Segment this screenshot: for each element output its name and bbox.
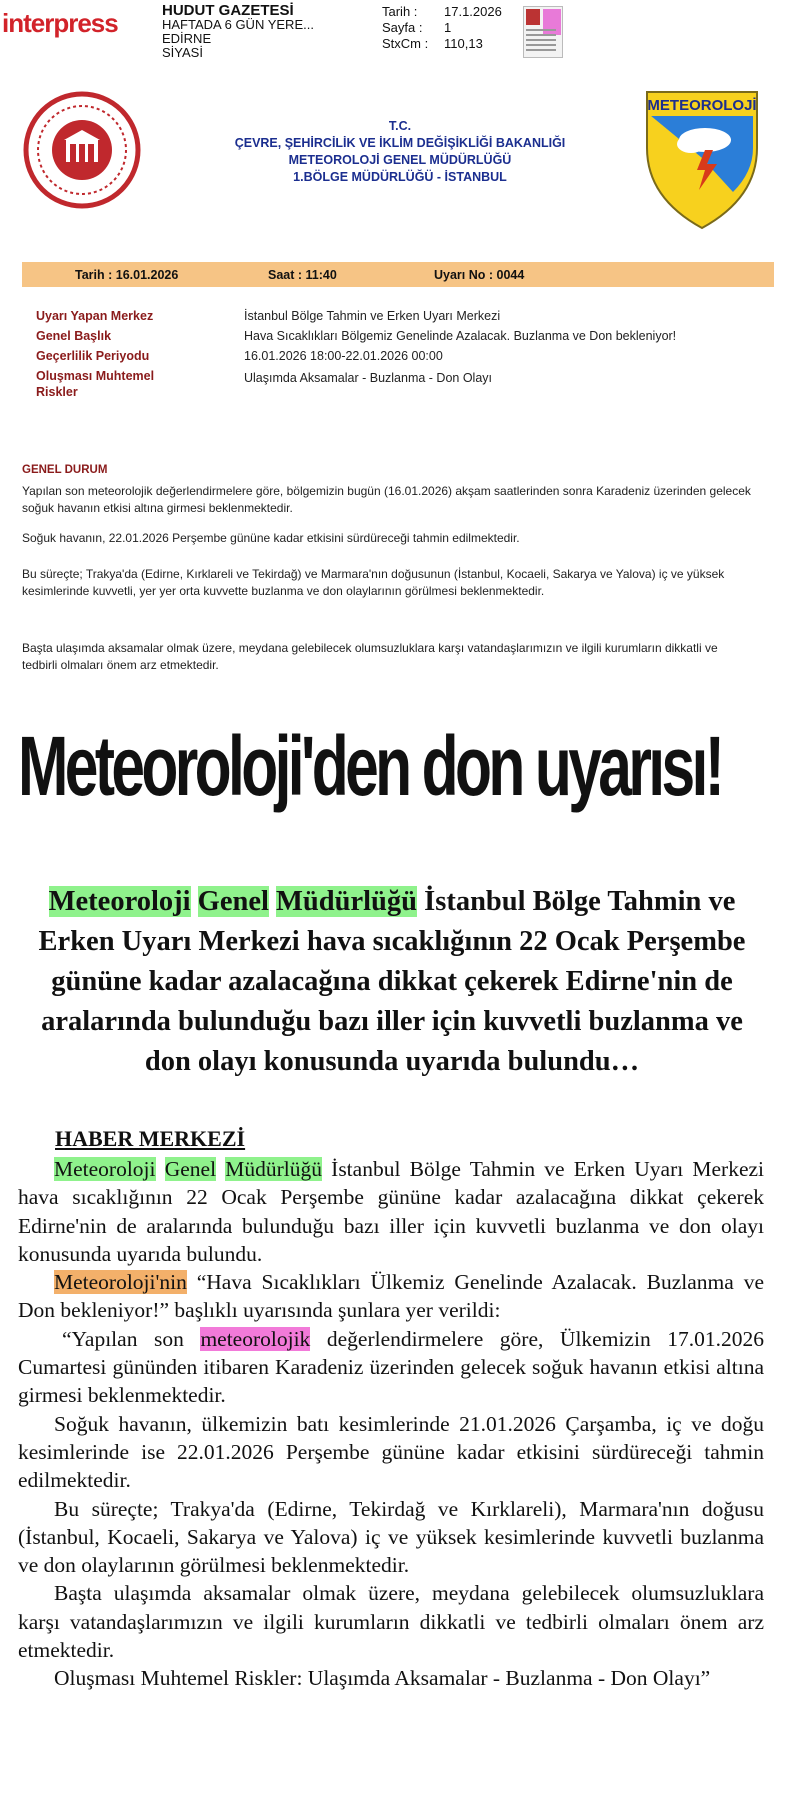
lead-text: İstanbul Bölge Tahmin ve Erken Uyarı Merkezi hava sıcaklığının 22 Ocak Perşembe gününe kadar azalacağına dikkat çekerek Edirne'nin de aralarında bulunduğu bazı iller için kuvvetli buzlanma ve don olayı konusunda uyarıda bulundu… (38, 886, 746, 1077)
warning-number: Uyarı No : 0044 (434, 267, 525, 282)
genel-durum-paragraph: Bu süreçte; Trakya'da (Edirne, Kırklareli ve Tekirdağ) ve Marmara'nın doğusunun (İstanbul, Kocaeli, Sakarya ve Yalova) iç ve yüksek kesimlerinde kuvvetli, yer yer orta kuvvette buzlanma ve don olaylarının görülmesi beklenmektedir. (22, 567, 725, 598)
interpress-logo: interpress (2, 8, 118, 38)
info-value: İstanbul Bölge Tahmin ve Erken Uyarı Merkezi (244, 309, 501, 323)
publication-city: EDİRNE (162, 31, 212, 46)
highlight-term: Meteoroloji'nin (54, 1270, 187, 1295)
paragraph-text: değerlendirmelere göre, Ülkemizin 17.01.2026 Cumartesi gününden itibaren Karadeniz üzerinden gelecek soğuk havanın etkisi altına girmesi beklenmektedir. (18, 1326, 764, 1408)
ministry-seal-icon (22, 90, 142, 210)
publication-info (162, 4, 314, 60)
body-paragraph (18, 1155, 764, 1268)
meta-value: 1 (444, 20, 452, 35)
paragraph-text: İstanbul Bölge Tahmin ve Erken Uyarı Merkezi hava sıcaklığının 22 Ocak Perşembe gününe kadar azalacağına dikkat çekerek Edirne'nin de aralarında bulunduğu bazı iller için kuvvetli buzlanma ve don olayı konusunda uyarıda bulundu. (18, 1157, 765, 1266)
genel-durum-paragraph: Yapılan son meteorolojik değerlendirmelere göre, bölgemizin bugün (16.01.2026) akşam saatlerinden sonra Karadeniz üzerinden gelecek soğuk havanın etkisi altına girmesi beklenmektedir. (22, 484, 751, 515)
meteoroloji-logo-text: METEOROLOJİ (647, 97, 757, 114)
article-body (18, 1155, 764, 1693)
meta-row-date (382, 4, 502, 20)
bulletin-heading (160, 118, 640, 186)
info-value: Hava Sıcaklıkları Bölgemiz Genelinde Azalacak. Buzlanma ve Don bekleniyor! (244, 329, 677, 343)
genel-durum-paragraph: Soğuk havanın, 22.01.2026 Perşembe gününe kadar etkisini sürdüreceği tahmin edilmektedir. (22, 531, 520, 545)
heading-line: T.C. (388, 119, 412, 133)
genel-durum-paragraph: Başta ulaşımda aksamalar olmak üzere, meydana gelebilecek olumsuzluklara karşı vatandaşlarımızın ve ilgili kurumların dikkatli ve tedbirli olmaları önem arz etmektedir. (22, 641, 718, 672)
highlight-term: meteorolojik (200, 1326, 311, 1351)
meta-key: Sayfa : (382, 20, 423, 35)
highlight-term: Genel (197, 886, 269, 917)
publication-category: SİYASİ (162, 45, 203, 60)
info-label: Genel Başlık (36, 329, 112, 343)
page-thumbnail[interactable] (523, 6, 563, 58)
article-byline: HABER MERKEZİ (55, 1126, 246, 1151)
highlight-term: Meteoroloji (54, 1157, 156, 1181)
meta-key: StxCm : (382, 36, 429, 51)
heading-line: 1.BÖLGE MÜDÜRLÜĞÜ - İSTANBUL (293, 170, 507, 184)
clipping-meta (382, 4, 502, 52)
genel-durum-title: GENEL DURUM (22, 464, 108, 476)
body-paragraph: Oluşması Muhtemel Riskler: Ulaşımda Aksamalar - Buzlanma - Don Olayı” (54, 1666, 711, 1691)
warning-date: Tarih : 16.01.2026 (75, 267, 179, 282)
body-paragraph: Bu süreçte; Trakya'da (Edirne, Tekirdağ ve Kırklareli), Marmara'nın doğusu (İstanbul, Kocaeli, Sakarya ve Yalova) iç ve yüksek kesimlerinde kuvvetli buzlanma ve don olaylarının görülmesi beklenmektedir. (18, 1496, 764, 1578)
body-paragraph (18, 1268, 764, 1325)
publication-name: HUDUT GAZETESİ (162, 2, 294, 19)
meta-row-stxcm (382, 36, 502, 52)
meta-key: Tarih : (382, 4, 418, 19)
publication-frequency: HAFTADA 6 GÜN YERE... (162, 17, 314, 32)
info-value: Ulaşımda Aksamalar - Buzlanma - Don Olayı (244, 371, 493, 385)
body-paragraph: Başta ulaşımda aksamalar olmak üzere, meydana gelebilecek olumsuzluklara karşı vatandaşlarımızın ve ilgili kurumların dikkatli ve tedbirli olmaları önem arz etmektedir. (18, 1581, 764, 1663)
info-label: Uyarı Yapan Merkez (36, 309, 154, 323)
info-label: Oluşması Muhtemel Riskler (36, 369, 155, 399)
article-lead (18, 882, 766, 1082)
info-value: 16.01.2026 18:00-22.01.2026 00:00 (244, 349, 443, 363)
heading-line: METEOROLOJİ GENEL MÜDÜRLÜĞÜ (288, 153, 512, 167)
paragraph-text: “Yapılan son (62, 1326, 201, 1351)
meta-row-page (382, 20, 502, 36)
warning-time: Saat : 11:40 (268, 267, 337, 282)
highlight-term: Meteoroloji (48, 886, 191, 917)
body-paragraph (18, 1325, 764, 1410)
article-headline: Meteoroloji'den don uyarısı! (18, 719, 722, 813)
meteoroloji-shield-logo (643, 88, 761, 232)
paragraph-text: “Hava Sıcaklıkları Ülkemiz Genelinde Azalacak. Buzlanma ve Don bekleniyor!” başlıklı uyarısında şunlara yer verildi: (18, 1270, 764, 1323)
warning-info-bar (22, 262, 774, 287)
highlight-term: Müdürlüğü (276, 886, 418, 917)
body-paragraph: Soğuk havanın, ülkemizin batı kesimlerinde 21.01.2026 Çarşamba, iç ve doğu kesimlerinde ise 22.01.2026 Perşembe gününe kadar etkisini sürdüreceği tahmin edilmektedir. (18, 1411, 764, 1493)
meta-value: 110,13 (444, 36, 483, 51)
info-label: Geçerlilik Periyodu (36, 349, 150, 363)
heading-line: ÇEVRE, ŞEHİRCİLİK VE İKLİM DEĞİŞİKLİĞİ BAKANLIĞI (234, 136, 566, 150)
meta-value: 17.1.2026 (444, 4, 502, 19)
highlight-term: Genel (164, 1157, 217, 1181)
highlight-term: Müdürlüğü (225, 1157, 322, 1181)
